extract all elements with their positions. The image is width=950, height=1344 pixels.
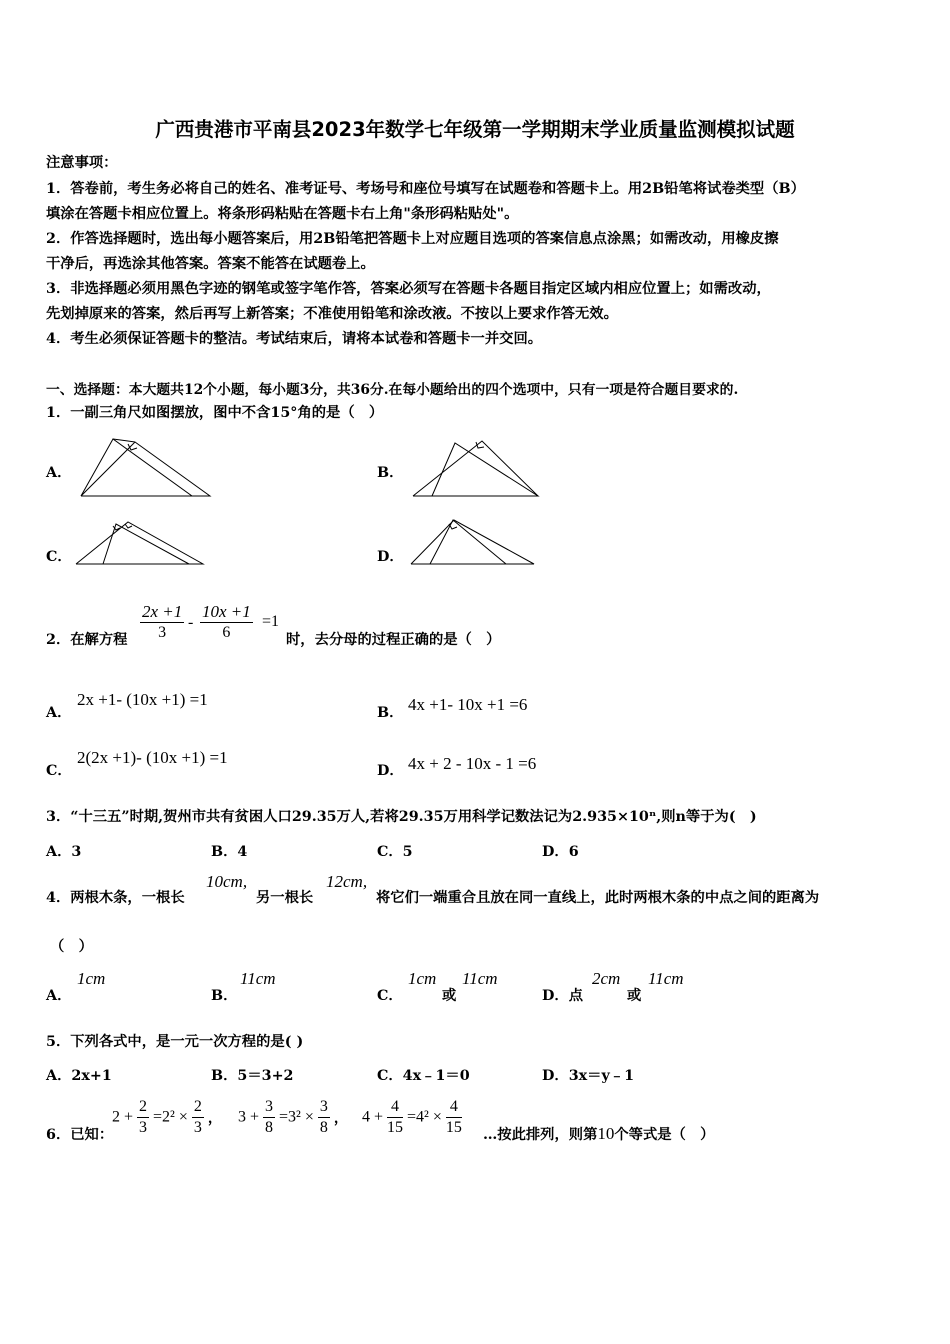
question-4-stem-pre: 4．两根木条，一根长: [46, 890, 185, 906]
fraction-denominator: 15: [445, 1119, 462, 1136]
option-a-label: A．: [46, 465, 72, 481]
option-c-label: C．: [46, 549, 72, 565]
option-c: C．5: [377, 844, 413, 860]
option-c: C．4x﹣1＝0: [377, 1068, 470, 1084]
notice-line: 2．作答选择题时，选出每小题答案后，用2B铅笔把答题卡上对应题目选项的答案信息点涂黑；如需改动，用橡皮擦: [46, 231, 779, 247]
equation-term: 2 +: [112, 1108, 134, 1126]
option-c-or: 或: [442, 988, 457, 1004]
option-a: A．2x+1: [46, 1068, 112, 1084]
option-b-label: B．: [377, 465, 404, 481]
option-d-label: D．: [377, 763, 404, 779]
option-b-label: B．: [211, 988, 238, 1004]
option-a-label: A．: [46, 988, 72, 1004]
notice-line: 先划掉原来的答案，然后再写上新答案；不准使用铅笔和涂改液。不按以上要求作答无效。: [46, 306, 618, 322]
equation-term: =2² ×: [153, 1108, 188, 1126]
option-b-expression: 4x +1- 10x +1 =6: [408, 695, 528, 714]
fraction-denominator: 3: [193, 1119, 202, 1136]
option-d-or: 或: [627, 988, 642, 1004]
length-1: 10cm,: [206, 872, 248, 891]
question-2-stem-pre: 2．在解方程: [46, 632, 128, 648]
equation-3: [362, 1097, 462, 1138]
option-c-expression: 2(2x +1)- (10x +1) =1: [77, 748, 228, 767]
length-2: 12cm,: [326, 872, 368, 891]
question-4-stem-post: 将它们一端重合且放在同一直线上，此时两根木条的中点之间的距离为: [376, 890, 820, 906]
fraction-denominator: 3: [139, 1119, 148, 1136]
equation-term: =3² ×: [279, 1108, 314, 1126]
option-b: B．5＝3+2: [211, 1068, 294, 1084]
separator: ，: [333, 1110, 348, 1127]
option-c-value-2: 11cm: [462, 969, 498, 988]
question-6-stem-post: [483, 1124, 714, 1144]
question-3-stem: 3．“十三五”时期,贺州市共有贫困人口29.35万人,若将29.35万用科学记数法记为2.935×10ⁿ,则n等于为( ): [46, 809, 757, 825]
answer-paren: （ ）: [50, 939, 93, 955]
option-d-label: D．: [377, 549, 404, 565]
option-a-label: A．: [46, 705, 72, 721]
term-index: 10: [597, 1124, 615, 1143]
fraction-denominator: 8: [319, 1119, 328, 1136]
equals-one: =1: [262, 613, 280, 630]
notice-line: 1．答卷前，考生务必将自己的姓名、准考证号、考场号和座位号填写在试题卷和答题卡上。用2B铅笔将试卷类型（B）: [46, 181, 805, 197]
triangle-figure-a: [78, 436, 213, 498]
triangle-figure-d: [408, 516, 538, 568]
page-title: 广西贵港市平南县2023年数学七年级第一学期期末学业质量监测模拟试题: [155, 118, 795, 141]
option-b-value: 11cm: [240, 969, 276, 988]
question-5-stem: 5．下列各式中，是一元一次方程的是( ): [46, 1034, 304, 1050]
question-1-stem: 1．一副三角尺如图摆放，图中不含15°角的是（ ）: [46, 405, 384, 421]
fraction-numerator: 10x +1: [202, 602, 251, 621]
fraction-numerator: 4: [446, 1097, 462, 1118]
fraction-denominator: 8: [265, 1119, 274, 1136]
equation-term: =4² ×: [407, 1108, 442, 1126]
separator: ，: [207, 1110, 222, 1127]
option-c-label: C．: [377, 988, 403, 1004]
option-c-label: C．: [46, 763, 72, 779]
fraction-denominator: 3: [158, 624, 167, 641]
notice-line: 填涂在答题卡相应位置上。将条形码粘贴在答题卡右上角"条形码粘贴处"。: [46, 206, 519, 222]
section-heading: 一、选择题：本大题共12个小题，每小题3分，共36分.在每小题给出的四个选项中，只有一项是符合题目要求的.: [46, 382, 739, 398]
notice-heading: 注意事项：: [46, 155, 118, 171]
triangle-figure-c: [73, 518, 208, 568]
option-b: B．4: [211, 844, 248, 860]
option-b-label: B．: [377, 705, 404, 721]
option-d-expression: 4x + 2 - 10x - 1 =6: [408, 754, 537, 773]
question-4-stem-mid: 另一根长: [256, 890, 314, 906]
question-2-stem-post: 时，去分母的过程正确的是（ ）: [286, 632, 501, 648]
equation-term: 3 +: [238, 1108, 260, 1126]
option-d: D．3x＝y﹣1: [542, 1068, 635, 1084]
equation-2: [238, 1097, 348, 1138]
stem-text: 个等式是（ ）: [614, 1127, 715, 1143]
equation-1: [112, 1097, 222, 1138]
fraction-numerator: 3: [318, 1097, 330, 1118]
notice-line: 干净后，再选涂其他答案。答案不能答在试题卷上。: [46, 256, 375, 272]
option-c-value-1: 1cm: [408, 969, 437, 988]
fraction-numerator: 4: [387, 1097, 403, 1118]
fraction-numerator: 2x +1: [142, 602, 183, 621]
fraction-denominator: 6: [222, 624, 231, 641]
fraction-denominator: 15: [387, 1119, 404, 1136]
option-d: D．6: [542, 844, 579, 860]
fraction-numerator: 3: [263, 1097, 275, 1118]
equation-fraction-1: [140, 602, 184, 643]
option-d-value-1: 2cm: [592, 969, 621, 988]
notice-line: 4．考生必须保证答题卡的整洁。考试结束后，请将本试卷和答题卡一并交回。: [46, 331, 543, 347]
option-a-expression: 2x +1- (10x +1) =1: [77, 690, 208, 709]
minus-sign: -: [188, 614, 194, 631]
equation-term: 4 +: [362, 1108, 384, 1126]
option-a: A．3: [46, 844, 82, 860]
option-a-value: 1cm: [77, 969, 106, 988]
equation-fraction-2: [200, 602, 253, 643]
option-d-value-2: 11cm: [648, 969, 684, 988]
notice-line: 3．非选择题必须用黑色字迹的钢笔或签字笔作答，答案必须写在答题卡各题目指定区域内相应位置上；如需改动，: [46, 281, 771, 297]
fraction-numerator: 2: [137, 1097, 149, 1118]
stem-text: …按此排列，则第: [483, 1127, 598, 1143]
question-6-stem-pre: 6．已知：: [46, 1127, 114, 1143]
triangle-figure-b: [410, 436, 545, 498]
fraction-numerator: 2: [192, 1097, 204, 1118]
option-d-label: D．点: [542, 988, 583, 1004]
